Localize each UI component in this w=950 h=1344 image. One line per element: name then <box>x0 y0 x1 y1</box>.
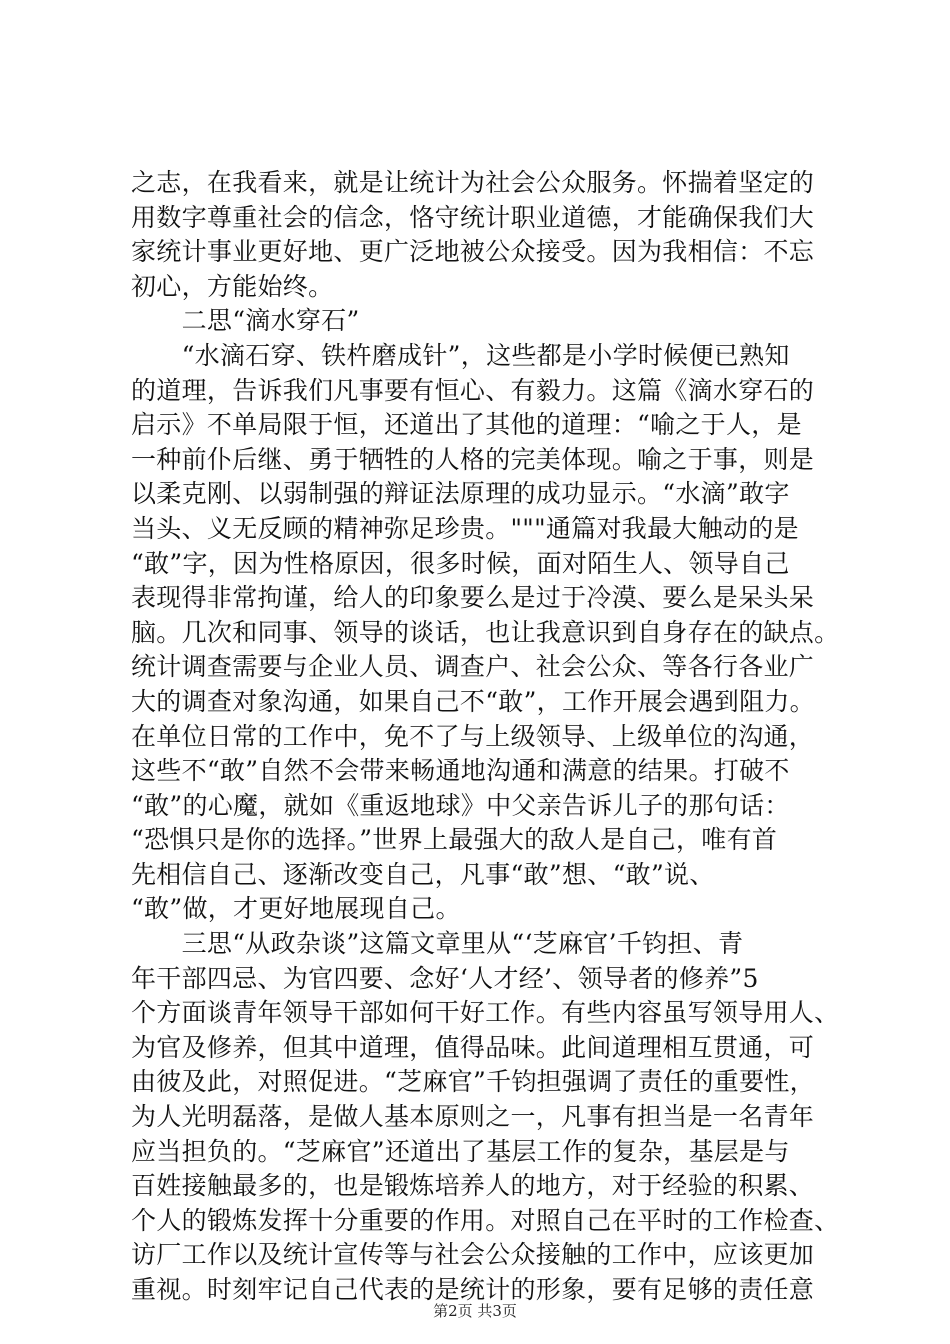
text-line: “敢”的心魔，就如《重返地球》中父亲告诉儿子的那句话： <box>131 790 790 820</box>
text-line: 表现得非常拘谨，给人的印象要么是过于冷漠、要么是呆头呆 <box>131 583 815 613</box>
text-line: 重视。时刻牢记自己代表的是统计的形象，要有足够的责任意 <box>131 1275 815 1304</box>
text-line: 用数字尊重社会的信念，恪守统计职业道德，才能确保我们大 <box>131 202 815 232</box>
text-line: “敢”字，因为性格原因，很多时候，面对陌生人、领导自己 <box>131 548 790 578</box>
text-line: 个人的锻炼发挥十分重要的作用。对照自己在平时的工作检查、 <box>131 1205 840 1235</box>
text-line: 脑。几次和同事、领导的谈话，也让我意识到自身存在的缺点。 <box>131 617 840 647</box>
text-line: 统计调查需要与企业人员、调查户、社会公众、等各行各业广 <box>131 652 815 682</box>
text-line: 为官及修养，但其中道理，值得品味。此间道理相互贯通，可 <box>131 1032 815 1062</box>
text-line: “敢”做，才更好地展现自己。 <box>131 894 461 924</box>
body-text <box>131 166 840 1308</box>
text-line: 一种前仆后继、勇于牺牲的人格的完美体现。喻之于事，则是 <box>131 444 815 474</box>
text-line: 这些不“敢”自然不会带来畅通地沟通和满意的结果。打破不 <box>131 756 790 786</box>
text-line: “水滴石穿、铁杵磨成针”，这些都是小学时候便已熟知 <box>131 340 790 370</box>
text-line: 年干部四忌、为官四要、念好‘人才经’、领导者的修养”5 <box>131 963 759 993</box>
text-line: 访厂工作以及统计宣传等与社会公众接触的工作中，应该更加 <box>131 1240 815 1270</box>
text-line: 当头、义无反顾的精神弥足珍贵。"""通篇对我最大触动的是 <box>131 513 799 543</box>
text-line: 个方面谈青年领导干部如何干好工作。有些内容虽写领导用人、 <box>131 998 840 1028</box>
text-line: 先相信自己、逐渐改变自己，凡事“敢”想、“敢”说、 <box>131 859 715 889</box>
text-line: 应当担负的。“芝麻官”还道出了基层工作的复杂，基层是与 <box>131 1136 790 1166</box>
text-line: 大的调查对象沟通，如果自己不“敢”，工作开展会遇到阻力。 <box>131 686 815 716</box>
section-heading: 二思“滴水穿石” <box>131 306 360 336</box>
text-line: 初心，方能始终。 <box>131 271 334 301</box>
text-line: 启示》不单局限于恒，还道出了其他的道理：“喻之于人，是 <box>131 410 802 440</box>
text-line: 由彼及此，对照促进。“芝麻官”千钧担强调了责任的重要性， <box>131 1067 815 1097</box>
text-line: 的道理，告诉我们凡事要有恒心、有毅力。这篇《滴水穿石的 <box>131 375 815 405</box>
text-line: 之志，在我看来，就是让统计为社会公众服务。怀揣着坚定的 <box>131 168 815 197</box>
text-line: 百姓接触最多的，也是锻炼培养人的地方，对于经验的积累、 <box>131 1171 815 1201</box>
text-line: 以柔克刚、以弱制强的辩证法原理的成功显示。“水滴”敢字 <box>131 479 790 509</box>
text-line: “恐惧只是你的选择。”世界上最强大的敌人是自己，唯有首 <box>131 825 778 855</box>
text-line: 为人光明磊落，是做人基本原则之一，凡事有担当是一名青年 <box>131 1102 815 1132</box>
text-line: 在单位日常的工作中，免不了与上级领导、上级单位的沟通， <box>131 721 815 751</box>
text-line: 三思“从政杂谈”这篇文章里从“‘芝麻官’千钧担、青 <box>131 929 744 959</box>
page-footer: 第2页 共3页 <box>433 1302 517 1320</box>
text-line: 家统计事业更好地、更广泛地被公众接受。因为我相信：不忘 <box>131 237 815 267</box>
